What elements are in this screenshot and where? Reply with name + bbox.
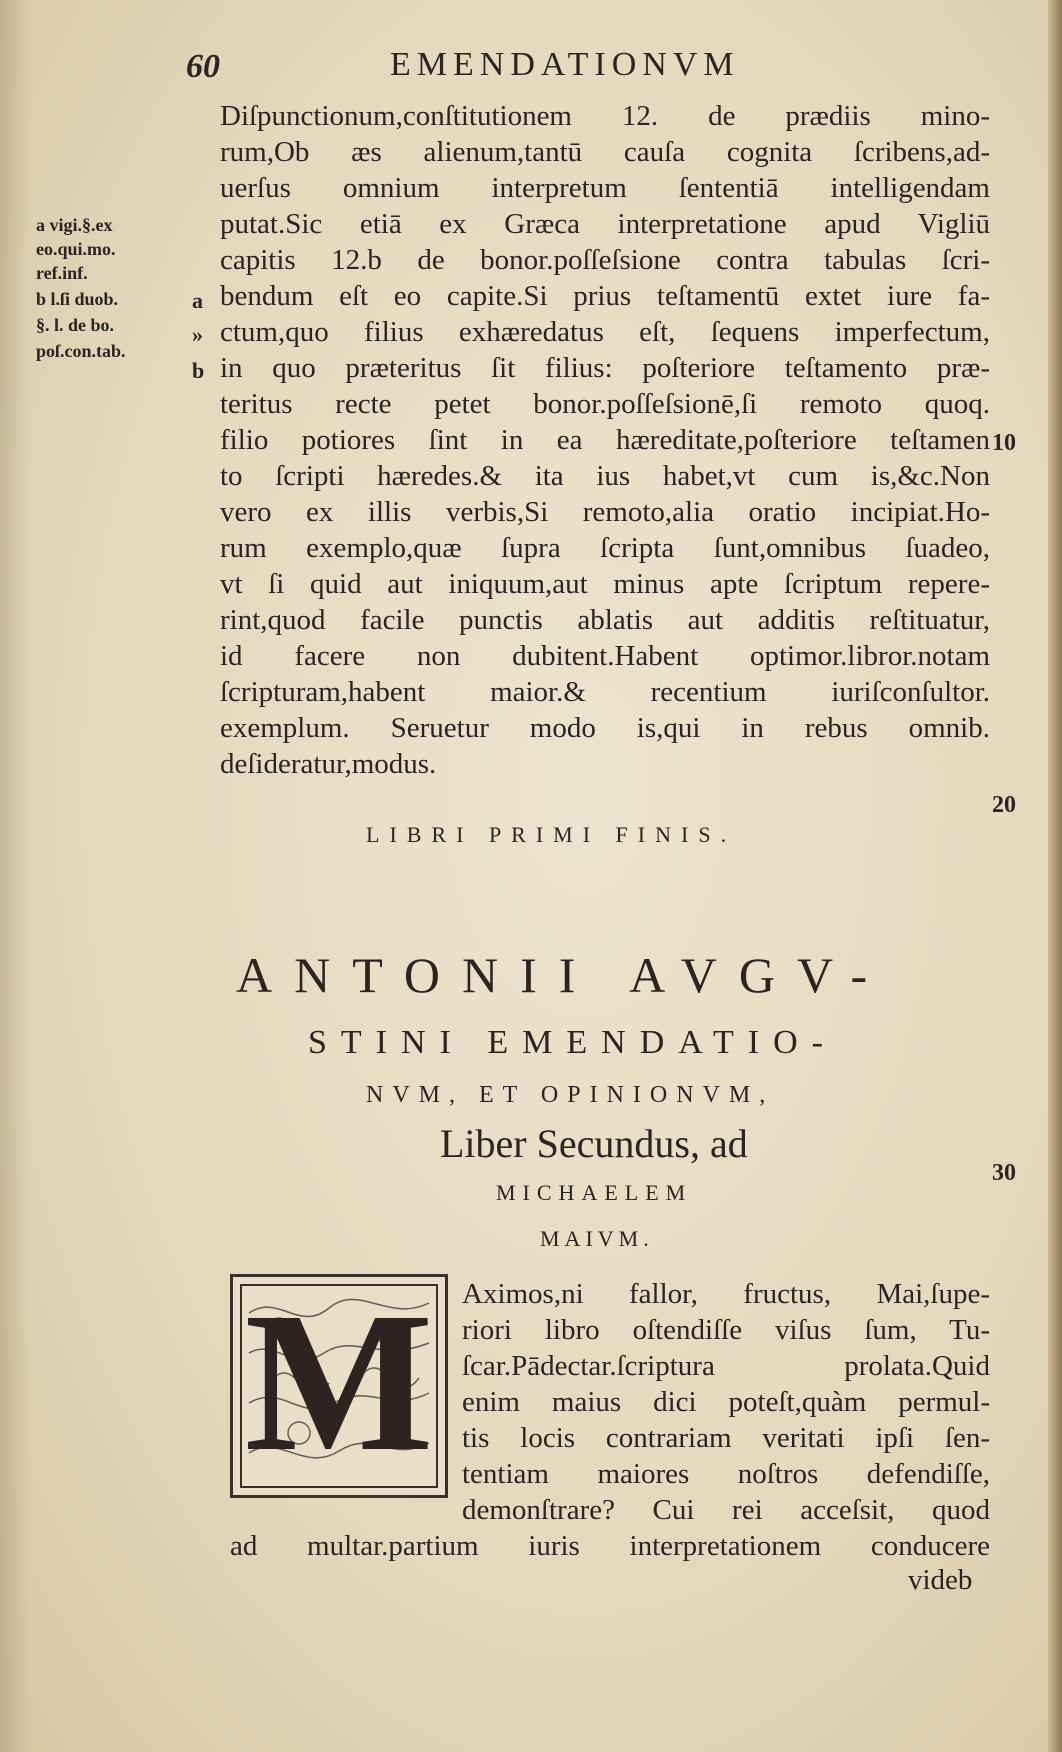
text-line: ſcripturam,habent maior.& recentium iuriſconſultor. <box>220 676 990 708</box>
text-line: Diſpunctionum,conſtitutionem 12. de prædiis mino- <box>220 100 990 132</box>
text-line: capitis 12.b de bonor.poſſeſsione contra tabulas ſcri- <box>220 244 990 276</box>
text-line: rum exemplo,quæ ſupra ſcripta ſunt,omnibus ſuadeo, <box>220 532 990 564</box>
book-one-end: LIBRI PRIMI FINIS. <box>366 822 737 847</box>
text-line: vero ex illis verbis,Si remoto,alia oratio incipiat.Ho- <box>220 496 990 528</box>
text-line: bendum eſt eo capite.Si prius teſtamentū extet iure fa- <box>220 280 990 312</box>
text-line: teritus recte petet bonor.poſſeſsionē,ſi remoto quoq. <box>220 388 990 420</box>
side-note: ref.inf. <box>36 263 88 283</box>
title-line: STINI EMENDATIO- <box>308 1024 838 1061</box>
text-line: vt ſi quid aut iniquum,aut minus apte ſcriptum repere- <box>220 568 990 600</box>
running-title: EMENDATIONVM <box>390 46 740 83</box>
title-line: Liber Secundus, ad <box>440 1121 748 1166</box>
text-line: ad multar.partium iuris interpretationem conducere <box>230 1530 990 1562</box>
text-line: rint,quod facile punctis ablatis aut additis reſtituatur, <box>220 604 990 636</box>
title-line: MAIVM. <box>540 1226 654 1251</box>
text-line: exemplum. Seruetur modo is,qui in rebus omnib. <box>220 712 990 744</box>
initial-letter: M <box>244 1272 434 1493</box>
decorated-initial-m <box>230 1274 448 1498</box>
line-number: 20 <box>992 792 1016 818</box>
catchword: videb <box>908 1564 973 1596</box>
title-line: MICHAELEM <box>496 1180 693 1205</box>
page-edge-shadow <box>0 0 30 1752</box>
text-line: demonſtrare? Cui rei acceſsit, quod <box>462 1494 990 1526</box>
note-marker: b <box>192 358 205 383</box>
side-note: a vigi.§.ex <box>36 215 113 235</box>
text-line: Aximos,ni fallor, fructus, Mai,ſupe- <box>462 1278 990 1310</box>
title-line: ANTONII AVGV- <box>236 947 890 1003</box>
text-line: tentiam maiores noſtros defendiſſe, <box>462 1458 990 1490</box>
folio-number: 60 <box>186 48 220 85</box>
note-marker: a <box>192 288 203 313</box>
text-line: ctum,quo filius exhæredatus eſt, ſequens imperfectum, <box>220 316 990 348</box>
side-note: §. l. de bo. <box>36 315 115 335</box>
text-line: filio potiores ſint in ea hæreditate,poſteriore teſtamen <box>220 424 990 456</box>
side-note: poſ.con.tab. <box>36 341 126 361</box>
title-line: NVM, ET OPINIONVM, <box>366 1082 775 1108</box>
text-line: id facere non dubitent.Habent optimor.libror.notam <box>220 640 990 672</box>
text-line: putat.Sic etiā ex Græca interpretatione apud Vigliū <box>220 208 990 240</box>
line-number: 10 <box>992 430 1016 456</box>
book-spine <box>1048 0 1062 1752</box>
note-marker: » <box>192 322 203 347</box>
text-line: deſideratur,modus. <box>220 748 437 780</box>
text-line: riori libro oſtendiſſe viſus ſum, Tu- <box>462 1314 990 1346</box>
text-line: tis locis contrariam veritati ipſi ſen- <box>462 1422 990 1454</box>
side-note: eo.qui.mo. <box>36 239 116 259</box>
side-note: b l.ſi duob. <box>36 289 119 309</box>
line-number: 30 <box>992 1160 1016 1186</box>
text-line: enim maius dici poteſt,quàm permul- <box>462 1386 990 1418</box>
text-line: in quo præteritus ſit filius: poſteriore teſtamento præ- <box>220 352 990 384</box>
text-line: ſcar.Pādectar.ſcriptura prolata.Quid <box>462 1350 990 1382</box>
text-line: uerſus omnium interpretum ſententiā intelligendam <box>220 172 990 204</box>
text-line: to ſcripti hæredes.& ita ius habet,vt cum is,&c.Non <box>220 460 990 492</box>
text-line: rum,Ob æs alienum,tantū cauſa cognita ſcribens,ad- <box>220 136 990 168</box>
